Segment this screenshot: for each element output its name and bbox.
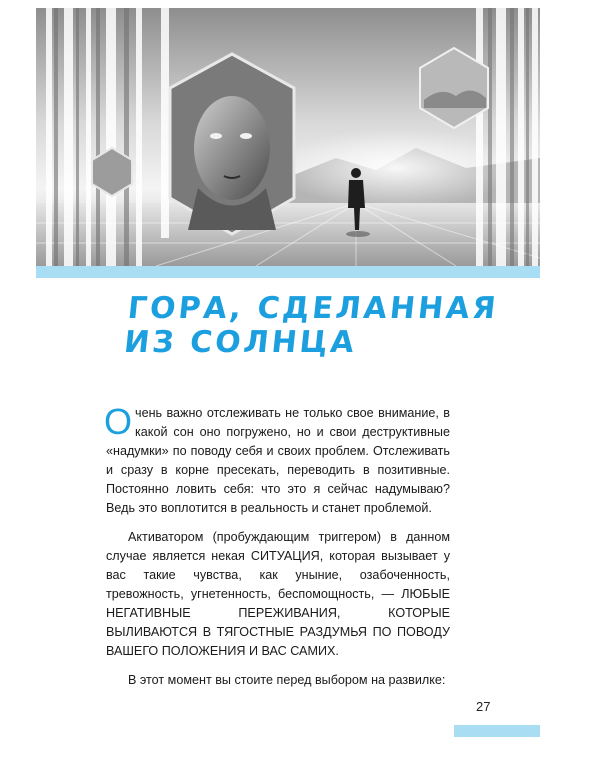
chapter-body: [104, 401, 450, 700]
chapter-title: [122, 292, 509, 360]
paragraph-3: В этот момент вы стоите перед выбором на развилке:: [128, 673, 446, 687]
chapter-illustration: [36, 8, 540, 266]
paragraph-2: Активатором (пробуждающим триггером) в данном случае является некая СИТУАЦИЯ, которая вызывает у вас такие чувства, как уныние, озабоченность, тревожность, угнетенность, беспомощность, — ЛЮБЫЕ НЕГАТИВНЫЕ ПЕРЕЖИВАНИЯ, КОТОРЫЕ ВЫЛИВАЮТСЯ В ТЯГОСТНЫЕ РАЗДУМЬЯ ПО ПОВОДУ ВАШЕГО ПОЛОЖЕНИЯ И ВАС САМИХ.: [106, 530, 450, 658]
page-number: 27: [476, 699, 491, 714]
paragraph-1: [104, 401, 450, 518]
chapter-title-line-2: ИЗ СОЛНЦА: [122, 325, 359, 360]
header-accent-band: [36, 266, 540, 278]
book-page: [36, 8, 540, 765]
chapter-title-line-1: ГОРА, СДЕЛАННАЯ: [126, 291, 501, 326]
footer-accent-band: [454, 725, 540, 737]
drop-cap: О: [104, 401, 133, 442]
paragraph-1-text: чень важно отслеживать не только свое внимание, в какой сон оно погружено, но и свои деструктивные «надумки» по поводу себя и своих проблем. Отслеживать и сразу в корне пресекать, переводить в позитивные. Постоянно ловить себя: что это я сейчас надумываю? Ведь это воплотится в реальность и станет проблемой.: [106, 406, 450, 515]
